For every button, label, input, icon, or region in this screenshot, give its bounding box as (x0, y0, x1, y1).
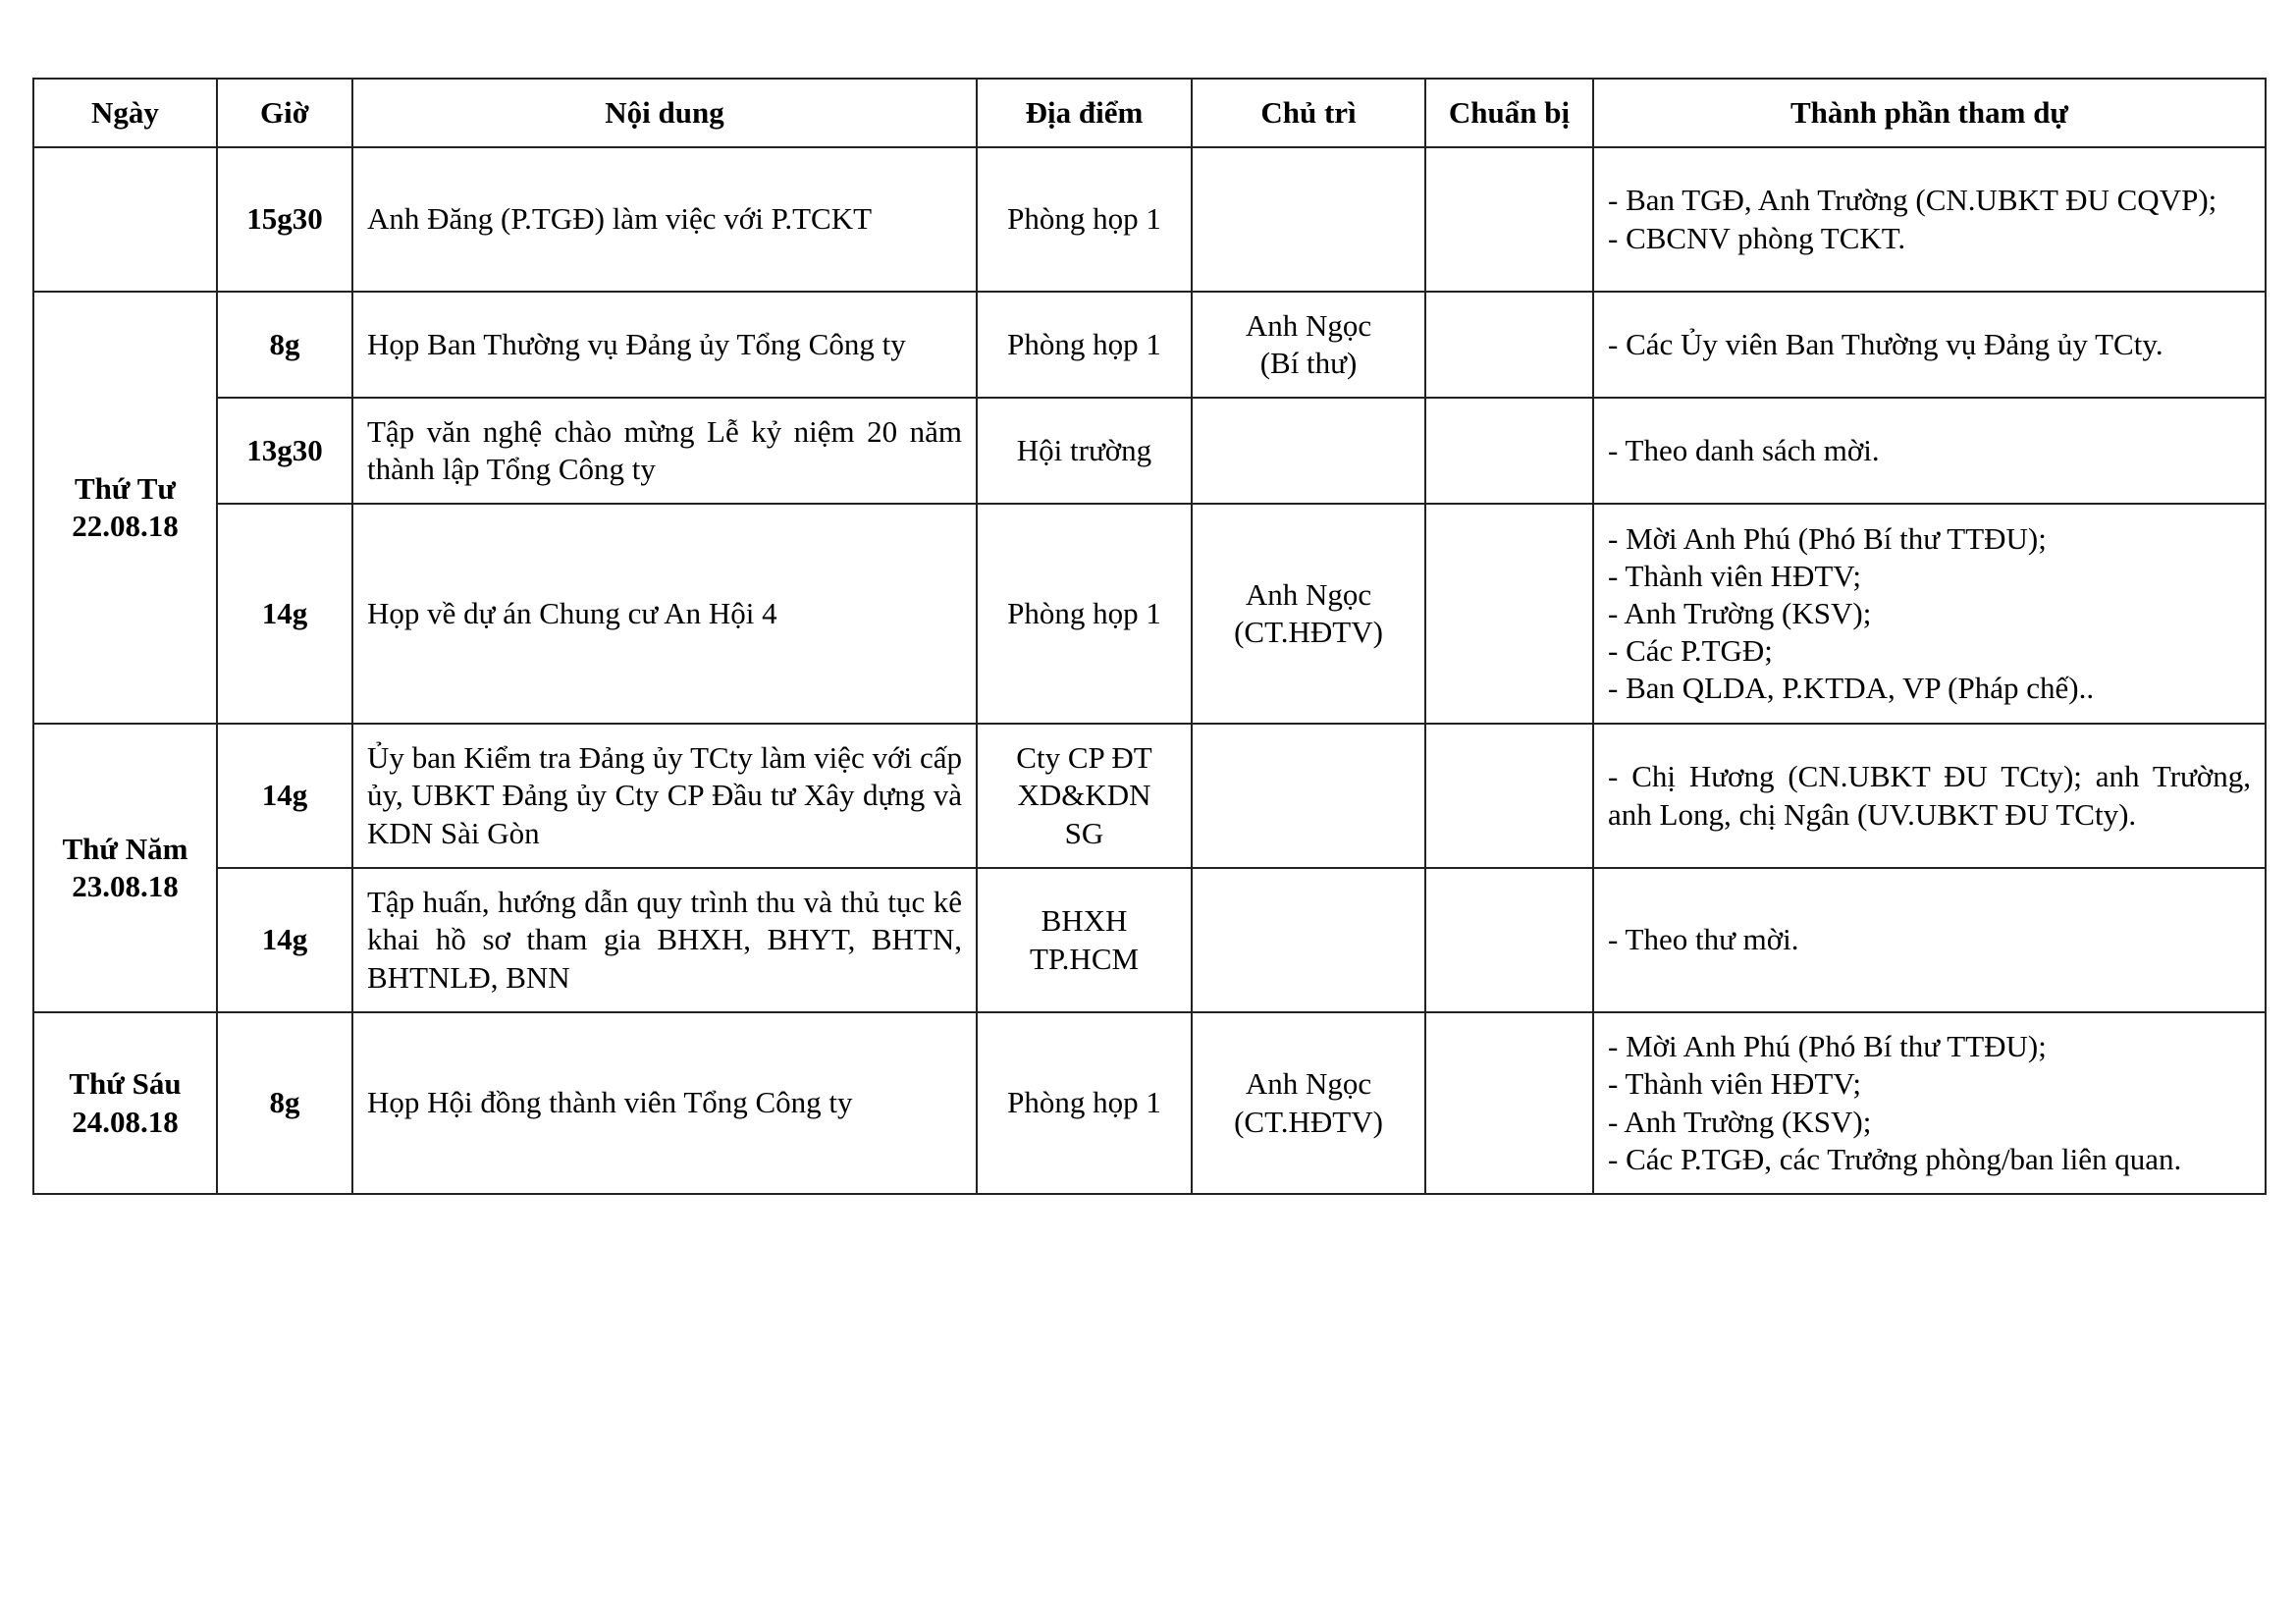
place-line: SG (1064, 815, 1104, 850)
host-cell (1192, 868, 1425, 1012)
header-host: Chủ trì (1192, 79, 1425, 147)
content-cell: Họp Hội đồng thành viên Tổng Công ty (352, 1012, 977, 1194)
day-name: Thứ Năm (62, 831, 188, 866)
attendee-line: - Các P.TGĐ, các Trưởng phòng/ban liên quan. (1608, 1141, 2182, 1176)
place-cell: Phòng họp 1 (977, 292, 1192, 398)
day-date: 22.08.18 (72, 509, 179, 543)
attendee-line: - Thành viên HĐTV; (1608, 1066, 1861, 1102)
day-cell (33, 147, 217, 292)
time-cell: 13g30 (217, 398, 352, 504)
prep-cell (1425, 1012, 1593, 1194)
place-cell (977, 868, 1192, 1012)
day-cell (33, 292, 217, 724)
content-cell: Tập huấn, hướng dẫn quy trình thu và thủ tục kê khai hồ sơ tham gia BHXH, BHYT, BHTN, BHTNLĐ, BNN (352, 868, 977, 1012)
place-line: TP.HCM (1029, 941, 1140, 976)
attendees-cell (1593, 292, 2266, 398)
header-time: Giờ (217, 79, 352, 147)
table-row (33, 868, 2266, 1012)
header-content: Nội dung (352, 79, 977, 147)
content-cell: Họp Ban Thường vụ Đảng ủy Tổng Công ty (352, 292, 977, 398)
attendee-line: - Theo thư mời. (1608, 922, 1799, 957)
attendee-line: - Các P.TGĐ; (1608, 633, 1773, 669)
place-line: Cty CP ĐT (1016, 740, 1152, 776)
attendees-cell (1593, 724, 2266, 868)
prep-cell (1425, 147, 1593, 292)
attendee-line: - Mời Anh Phú (Phó Bí thư TTĐU); (1608, 520, 2047, 556)
day-date: 24.08.18 (72, 1104, 179, 1139)
table-row (33, 147, 2266, 292)
content-cell: Anh Đăng (P.TGĐ) làm việc với P.TCKT (352, 147, 977, 292)
content-cell: Ủy ban Kiểm tra Đảng ủy TCty làm việc với cấp ủy, UBKT Đảng ủy Cty CP Đầu tư Xây dựng và KDN Sài Gòn (352, 724, 977, 868)
time-cell: 14g (217, 868, 352, 1012)
attendees-cell (1593, 868, 2266, 1012)
attendees-cell (1593, 147, 2266, 292)
host-cell (1192, 724, 1425, 868)
time-cell: 15g30 (217, 147, 352, 292)
host-cell (1192, 1012, 1425, 1194)
host-cell (1192, 504, 1425, 724)
day-name: Thứ Sáu (69, 1066, 182, 1102)
header-place: Địa điểm (977, 79, 1192, 147)
time-cell: 14g (217, 724, 352, 868)
table-row (33, 724, 2266, 868)
prep-cell (1425, 292, 1593, 398)
attendee-line: - Anh Trường (KSV); (1608, 1104, 1872, 1139)
time-cell: 14g (217, 504, 352, 724)
time-cell: 8g (217, 1012, 352, 1194)
attendee-line: - Chị Hương (CN.UBKT ĐU TCty); anh Trường, anh Long, chị Ngân (UV.UBKT ĐU TCty). (1608, 759, 2251, 832)
attendees-cell (1593, 504, 2266, 724)
place-cell: Phòng họp 1 (977, 504, 1192, 724)
attendee-line: - Theo danh sách mời. (1608, 432, 1880, 467)
table-row (33, 292, 2266, 398)
table-row (33, 398, 2266, 504)
content-cell: Tập văn nghệ chào mừng Lễ kỷ niệm 20 năm thành lập Tổng Công ty (352, 398, 977, 504)
attendee-line: - Mời Anh Phú (Phó Bí thư TTĐU); (1608, 1029, 2047, 1064)
place-cell: Phòng họp 1 (977, 1012, 1192, 1194)
prep-cell (1425, 398, 1593, 504)
content-cell: Họp về dự án Chung cư An Hội 4 (352, 504, 977, 724)
place-cell: Phòng họp 1 (977, 147, 1192, 292)
header-attendees: Thành phần tham dự (1593, 79, 2266, 147)
host-role: (Bí thư) (1259, 346, 1358, 380)
table-row (33, 1012, 2266, 1194)
place-cell: Hội trường (977, 398, 1192, 504)
prep-cell (1425, 724, 1593, 868)
host-cell (1192, 398, 1425, 504)
place-line: BHXH (1041, 903, 1128, 939)
host-cell (1192, 292, 1425, 398)
day-date: 23.08.18 (72, 869, 179, 903)
day-cell (33, 724, 217, 1012)
host-role: (CT.HĐTV) (1234, 615, 1383, 649)
header-row (33, 79, 2266, 147)
prep-cell (1425, 504, 1593, 724)
host-name: Anh Ngọc (1245, 1066, 1372, 1102)
host-role: (CT.HĐTV) (1234, 1104, 1383, 1139)
attendees-cell (1593, 1012, 2266, 1194)
attendee-line: - Ban TGĐ, Anh Trường (CN.UBKT ĐU CQVP); (1608, 183, 2217, 218)
host-name: Anh Ngọc (1245, 307, 1372, 343)
prep-cell (1425, 868, 1593, 1012)
table-row (33, 504, 2266, 724)
attendee-line: - Thành viên HĐTV; (1608, 558, 1861, 593)
header-day: Ngày (33, 79, 217, 147)
attendee-line: - Anh Trường (KSV); (1608, 595, 1872, 630)
day-name: Thứ Tư (75, 470, 176, 506)
host-name: Anh Ngọc (1245, 576, 1372, 612)
attendees-cell (1593, 398, 2266, 504)
host-cell (1192, 147, 1425, 292)
header-prep: Chuẩn bị (1425, 79, 1593, 147)
time-cell: 8g (217, 292, 352, 398)
schedule-table (32, 78, 2267, 1195)
place-line: XD&KDN (1017, 778, 1151, 813)
place-cell (977, 724, 1192, 868)
day-cell (33, 1012, 217, 1194)
attendee-line: - Ban QLDA, P.KTDA, VP (Pháp chế).. (1608, 671, 2095, 706)
attendee-line: - CBCNV phòng TCKT. (1608, 220, 1906, 255)
attendee-line: - Các Ủy viên Ban Thường vụ Đảng ủy TCty. (1608, 326, 2163, 361)
